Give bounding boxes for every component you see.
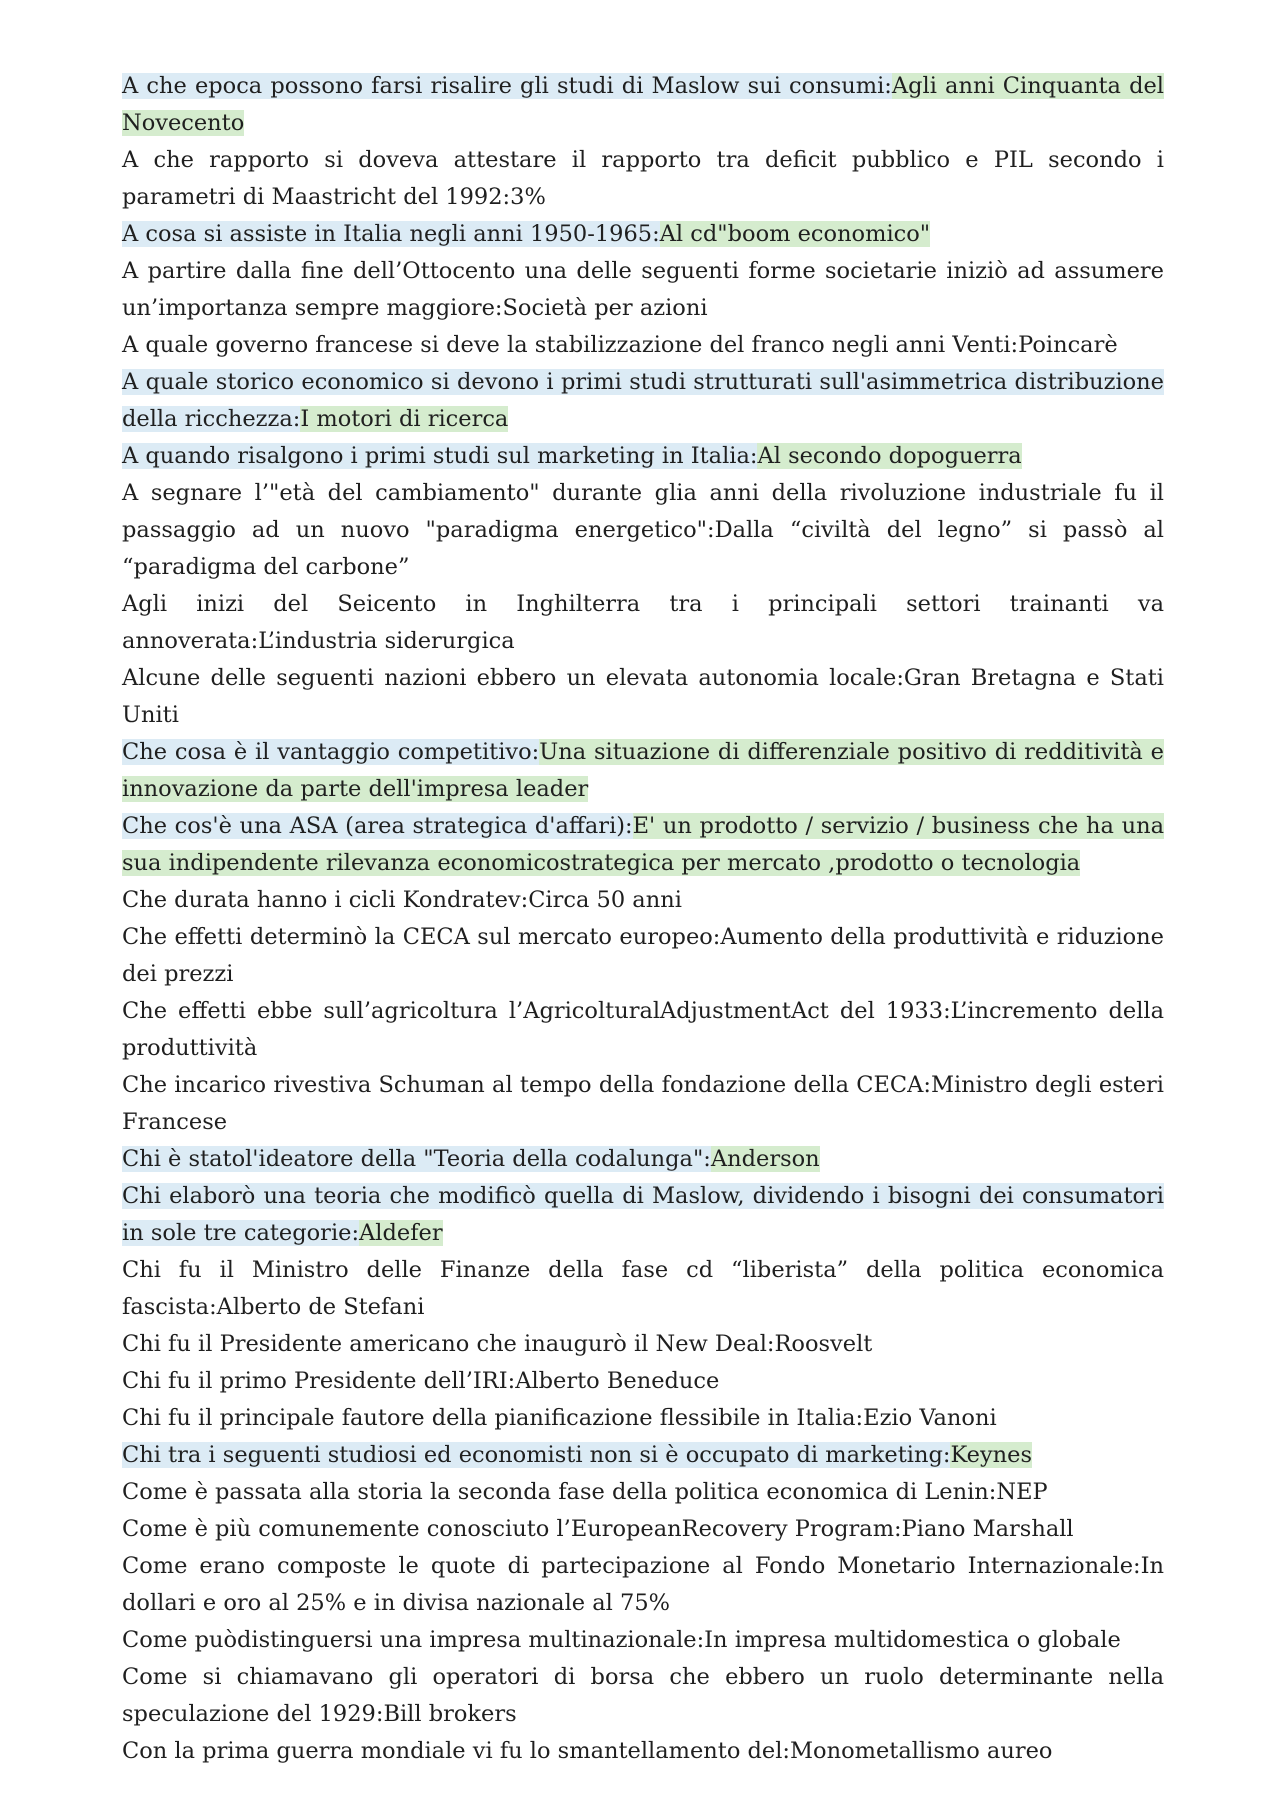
answer-text: Ezio Vanoni — [863, 1405, 997, 1431]
qa-entry — [122, 808, 1164, 882]
qa-entry — [122, 1437, 1164, 1474]
qa-entry — [122, 993, 1164, 1067]
question-text: A quale governo francese si deve la stabilizzazione del franco negli anni Venti: — [122, 332, 1019, 358]
qa-entry — [122, 919, 1164, 993]
answer-text: In impresa multidomestica o globale — [704, 1627, 1121, 1653]
answer-text: Circa 50 anni — [528, 887, 682, 913]
qa-entry — [122, 1326, 1164, 1363]
answer-text: Società per azioni — [502, 295, 708, 321]
answer-text: Anderson — [710, 1146, 820, 1172]
question-text: Che incarico rivestiva Schuman al tempo della fondazione della CECA: — [122, 1072, 931, 1098]
question-text: A che epoca possono farsi risalire gli studi di Maslow sui consumi: — [122, 73, 892, 99]
answer-text: 3% — [510, 184, 546, 210]
answer-text: Alberto de Stefani — [216, 1294, 425, 1320]
question-text: A quale storico economico si devono i primi studi strutturati sull'asimmetrica distribuzione della ricchezza: — [122, 369, 1164, 432]
qa-entry — [122, 1067, 1164, 1141]
qa-entry — [122, 1474, 1164, 1511]
answer-text: NEP — [996, 1479, 1048, 1505]
qa-entry — [122, 253, 1164, 327]
qa-entry — [122, 1363, 1164, 1400]
answer-text: Al cd"boom economico" — [659, 221, 931, 247]
answer-text: L’industria siderurgica — [258, 628, 515, 654]
answer-text: Dalla “civiltà del legno” si passò al “paradigma del carbone” — [122, 517, 1165, 580]
answer-text: Alberto Beneduce — [515, 1368, 720, 1394]
question-text: A segnare l’"età del cambiamento" durante glia anni della rivoluzione industriale fu il passaggio ad un nuovo "paradigma energetico": — [122, 480, 1164, 543]
question-text: Chi tra i seguenti studiosi ed economisti non si è occupato di marketing: — [122, 1442, 951, 1468]
answer-text: Poincarè — [1018, 332, 1118, 358]
question-text: Con la prima guerra mondiale vi fu lo smantellamento del: — [122, 1738, 791, 1764]
qa-entry — [122, 216, 1164, 253]
question-text: Come è passata alla storia la seconda fase della politica economica di Lenin: — [122, 1479, 997, 1505]
answer-text: Keynes — [950, 1442, 1033, 1468]
qa-entry — [122, 1141, 1164, 1178]
answer-text: Monometallismo aureo — [790, 1738, 1053, 1764]
question-text: A che rapporto si doveva attestare il rapporto tra deficit pubblico e PIL secondo i parametri di Maastricht del 1992: — [122, 147, 1164, 210]
question-text: Che effetti determinò la CECA sul mercato europeo: — [122, 924, 721, 950]
answer-text: Roosvelt — [774, 1331, 873, 1357]
answer-text: L’incremento della produttività — [122, 998, 1164, 1061]
answer-text: I motori di ricerca — [300, 406, 509, 432]
answer-text: Al secondo dopoguerra — [757, 443, 1022, 469]
qa-entry — [122, 1733, 1164, 1770]
question-text: Come si chiamavano gli operatori di borsa che ebbero un ruolo determinante nella speculazione del 1929: — [122, 1664, 1164, 1727]
question-text: Chi fu il Ministro delle Finanze della fase cd “liberista” della politica economica fascista: — [122, 1257, 1164, 1320]
answer-text: Aumento della produttività e riduzione dei prezzi — [122, 924, 1164, 987]
answer-text: Agli anni Cinquanta del Novecento — [122, 73, 1164, 136]
answer-text: Ministro degli esteri Francese — [122, 1072, 1164, 1135]
qa-entry — [122, 1252, 1164, 1326]
question-text: Chi è statol'ideatore della "Teoria della codalunga": — [122, 1146, 711, 1172]
qa-entry — [122, 327, 1164, 364]
answer-text: Bill brokers — [383, 1701, 517, 1727]
qa-entry — [122, 1178, 1164, 1252]
question-text: A quando risalgono i primi studi sul marketing in Italia: — [122, 443, 758, 469]
document-page — [122, 68, 1164, 1770]
question-text: Chi fu il principale fautore della pianificazione flessibile in Italia: — [122, 1405, 864, 1431]
question-text: Che effetti ebbe sull’agricoltura l’AgricolturalAdjustmentAct del 1933: — [122, 998, 951, 1024]
qa-entry — [122, 1400, 1164, 1437]
question-text: Come è più comunemente conosciuto l’EuropeanRecovery Program: — [122, 1516, 902, 1542]
question-text: Come puòdistinguersi una impresa multinazionale: — [122, 1627, 705, 1653]
question-text: A partire dalla fine dell’Ottocento una delle seguenti forme societarie iniziò ad assumere un’importanza sempre maggiore: — [122, 258, 1164, 321]
qa-entry — [122, 882, 1164, 919]
answer-text: Gran Bretagna e Stati Uniti — [122, 665, 1164, 728]
qa-entry — [122, 438, 1164, 475]
qa-entry — [122, 142, 1164, 216]
question-text: Che cos'è una ASA (area strategica d'affari): — [122, 813, 633, 839]
qa-entry — [122, 475, 1164, 586]
answer-text: In dollari e oro al 25% e in divisa nazionale al 75% — [122, 1553, 1164, 1616]
question-text: Alcune delle seguenti nazioni ebbero un elevata autonomia locale: — [122, 665, 904, 691]
question-text: Chi elaborò una teoria che modificò quella di Maslow, dividendo i bisogni dei consumatori in sole tre categorie: — [122, 1183, 1164, 1246]
qa-entry — [122, 364, 1164, 438]
question-text: Agli inizi del Seicento in Inghilterra tra i principali settori trainanti va annoverata: — [122, 591, 1164, 654]
qa-entry — [122, 68, 1164, 142]
qa-entry — [122, 1622, 1164, 1659]
question-text: Che durata hanno i cicli Kondratev: — [122, 887, 529, 913]
question-text: Chi fu il Presidente americano che inaugurò il New Deal: — [122, 1331, 775, 1357]
answer-text: E' un prodotto / servizio / business che ha una sua indipendente rilevanza economicostrategica per mercato ,prodotto o tecnologia — [122, 813, 1164, 876]
qa-entry — [122, 586, 1164, 660]
question-text: Come erano composte le quote di partecipazione al Fondo Monetario Internazionale: — [122, 1553, 1141, 1579]
answer-text: Una situazione di differenziale positivo di redditività e innovazione da parte dell'impresa leader — [122, 739, 1165, 802]
question-text: Che cosa è il vantaggio competitivo: — [122, 739, 540, 765]
qa-entry — [122, 660, 1164, 734]
answer-text: Aldefer — [359, 1220, 443, 1246]
answer-text: Piano Marshall — [901, 1516, 1074, 1542]
question-text: Chi fu il primo Presidente dell’IRI: — [122, 1368, 516, 1394]
question-text: A cosa si assiste in Italia negli anni 1950-1965: — [122, 221, 660, 247]
qa-entry — [122, 1659, 1164, 1733]
qa-entry — [122, 1548, 1164, 1622]
qa-entry — [122, 734, 1164, 808]
qa-entry — [122, 1511, 1164, 1548]
